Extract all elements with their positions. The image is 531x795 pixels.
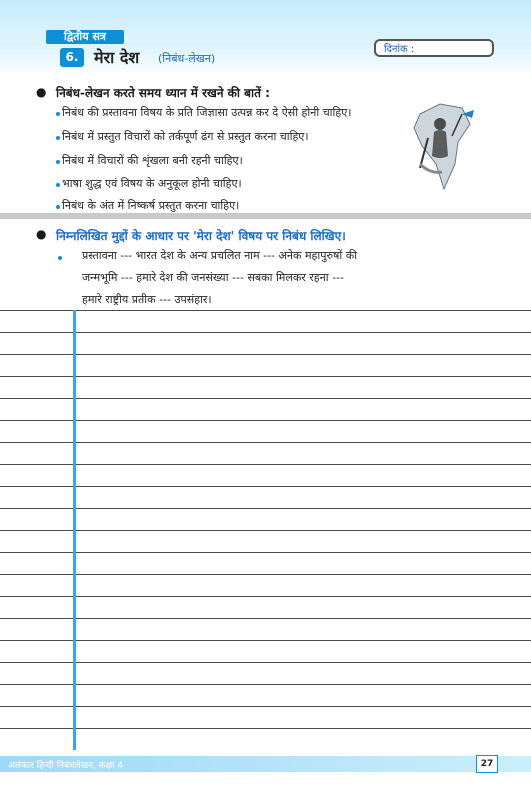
writing-area[interactable] (0, 310, 531, 750)
points-line: जन्मभूमि --- हमारे देश की जनसंख्या --- सबका मिलकर रहना --- (82, 271, 344, 284)
ruled-line (0, 640, 531, 641)
ruled-line (0, 552, 531, 553)
section1-heading: निबंध-लेखन करते समय ध्यान में रखने की बातें : (56, 86, 270, 100)
term-tag: द्वितीय सत्र (46, 30, 124, 44)
section1-bullet: ● (36, 85, 47, 99)
list-item: भाषा शुद्ध एवं विषय के अनुकूल होनी चाहिए। (62, 177, 242, 190)
list-bullet (58, 256, 62, 260)
ruled-line (0, 662, 531, 663)
ruled-line (0, 442, 531, 443)
lesson-title: मेरा देश (94, 48, 140, 67)
lesson-number: 6. (60, 48, 84, 67)
ruled-line (0, 398, 531, 399)
section2-heading: निम्नलिखित मुद्दों के आधार पर 'मेरा देश' विषय पर निबंध लिखिए। (56, 229, 346, 243)
list-item: निबंध की प्रस्तावना विषय के प्रति जिज्ञासा उत्पन्न कर दे ऐसी होनी चाहिए। (62, 106, 352, 119)
ruled-line (0, 420, 531, 421)
ruled-line (0, 728, 531, 729)
date-field[interactable]: दिनांक : (374, 39, 494, 57)
points-line: हमारे राष्ट्रीय प्रतीक --- उपसंहार। (82, 293, 212, 306)
ruled-line (0, 596, 531, 597)
list-item: निबंध के अंत में निष्कर्ष प्रस्तुत करना चाहिए। (62, 199, 240, 212)
list-item: निबंध में विचारों की शृंखला बनी रहनी चाहिए। (62, 154, 243, 167)
list-bullet (56, 112, 60, 116)
ruled-line (0, 376, 531, 377)
ruled-line (0, 684, 531, 685)
list-item: निबंध में प्रस्तुत विचारों को तर्कपूर्ण ढंग से प्रस्तुत करना चाहिए। (62, 130, 309, 143)
ruled-line (0, 706, 531, 707)
ruled-line (0, 508, 531, 509)
list-bullet (56, 160, 60, 164)
ruled-line (0, 464, 531, 465)
ruled-line (0, 354, 531, 355)
footer-band (0, 756, 531, 772)
section2-bullet: ● (36, 227, 47, 241)
section-divider (0, 213, 531, 219)
list-bullet (56, 183, 60, 187)
ruled-line (0, 486, 531, 487)
list-bullet (56, 136, 60, 140)
ruled-line (0, 332, 531, 333)
margin-line (73, 310, 76, 750)
ruled-line (0, 530, 531, 531)
points-line: प्रस्तावना --- भारत देश के अन्य प्रचलित नाम --- अनेक महापुरुषों की (82, 249, 358, 262)
ruled-line (0, 310, 531, 311)
book-title: अलंकार हिन्दी निबंधलेखन, कक्षा 4 (8, 761, 124, 771)
bharat-mata-icon (400, 94, 480, 194)
ruled-line (0, 574, 531, 575)
ruled-line (0, 618, 531, 619)
lesson-subtitle: (निबंध-लेखन) (158, 52, 216, 65)
page-number: 27 (476, 755, 498, 773)
list-bullet (56, 205, 60, 209)
